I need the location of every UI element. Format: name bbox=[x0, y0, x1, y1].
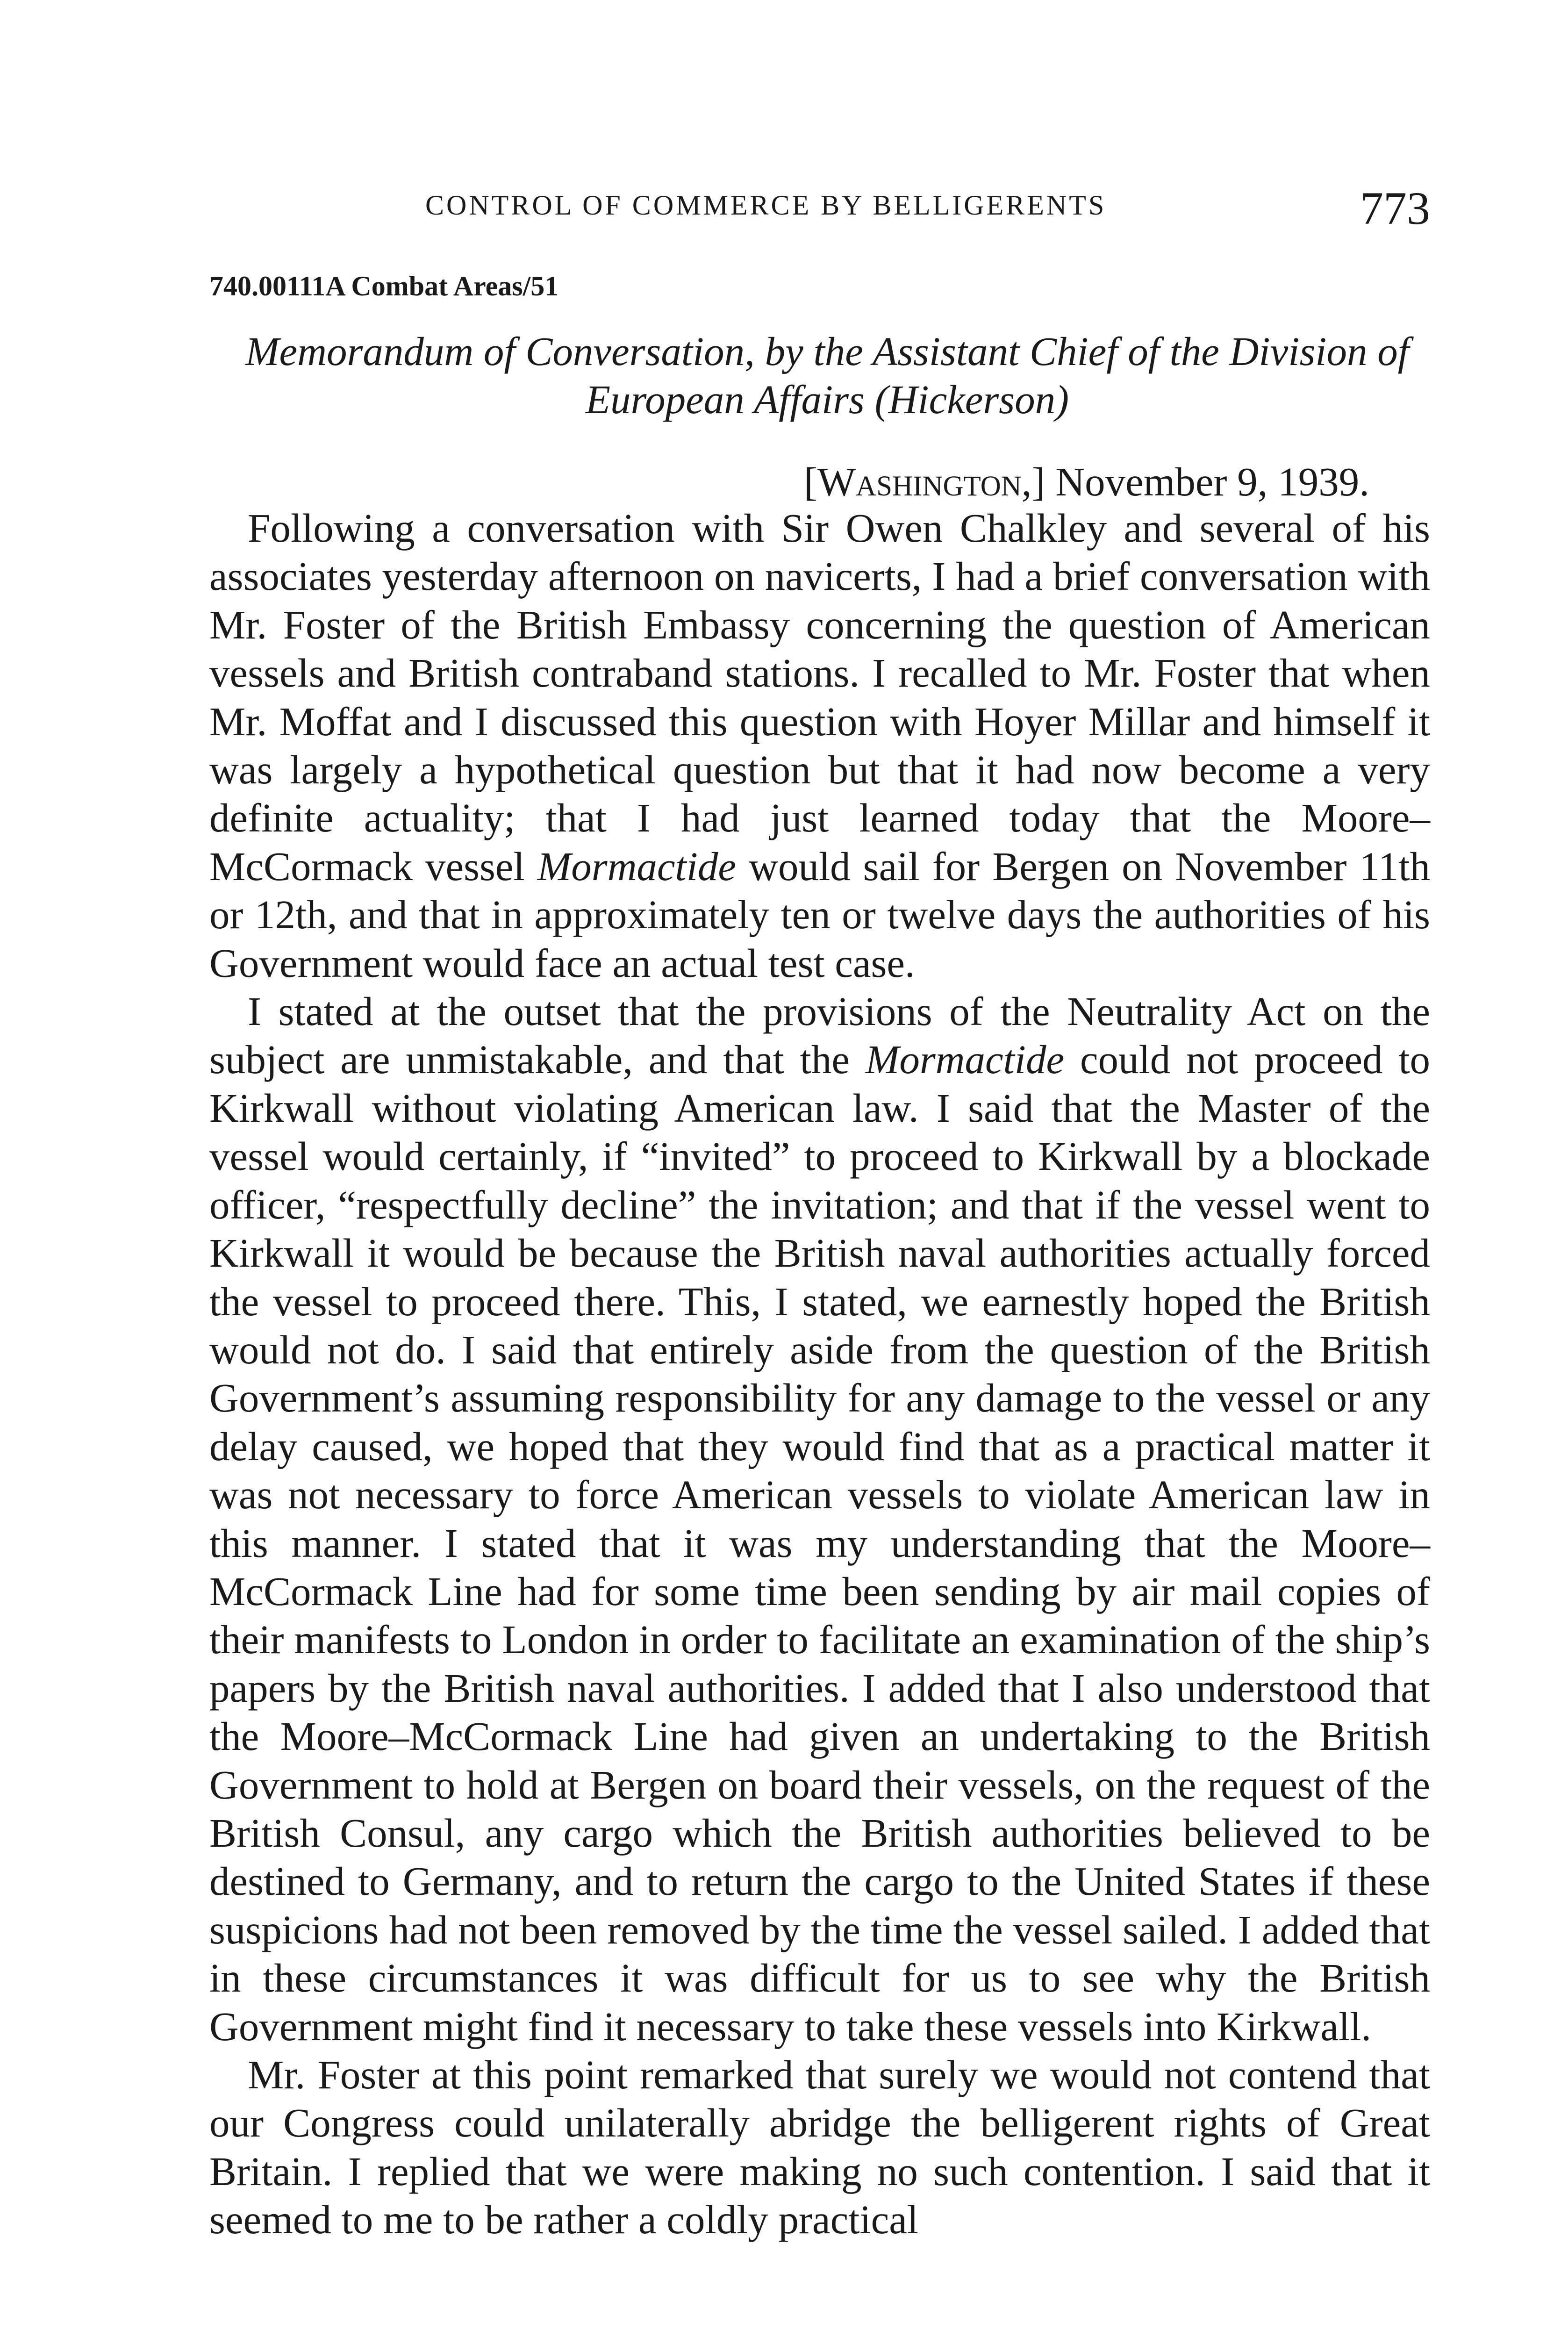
dateline-place: [Washington,] bbox=[804, 459, 1045, 504]
vessel-name-mormactide: Mormactide bbox=[865, 1037, 1065, 1082]
paragraph-2-part-1: I stated at the outset that the provisions of the Neutrality Act on the subject are unmistakable, and that the bbox=[209, 989, 1430, 1082]
paragraph-2 bbox=[209, 987, 1430, 2050]
document-title: Memorandum of Conversation, by the Assistant Chief of the Division of European Affairs (Hickerson) bbox=[245, 329, 1409, 422]
paragraph-1 bbox=[209, 504, 1430, 987]
paragraph-1-part-1: Following a conversation with Sir Owen Chalkley and several of his associates yesterday afternoon on navicerts, I had a brief conversation with Mr. Foster of the British Embassy concerning the question of American vessels and British contraband stations. I recalled to Mr. Foster that when Mr. Moffat and I discussed this question with Hoyer Millar and himself it was largely a hypothetical question but that it had now become a very definite actuality; that I had just learned today that the Moore–McCormack vessel bbox=[209, 505, 1430, 889]
file-reference: 740.00111A Combat Areas/51 bbox=[209, 271, 559, 301]
body-text bbox=[209, 504, 1430, 2244]
paragraph-3-part-1: Mr. Foster at this point remarked that surely we would not contend that our Congress could unilaterally abridge the belligerent rights of Great Britain. I replied that we were making no such contention. I said that it seemed to me to be rather a coldly practical bbox=[209, 2052, 1430, 2243]
page-number: 773 bbox=[1360, 182, 1430, 234]
dateline-date: November 9, 1939. bbox=[1055, 459, 1369, 504]
running-head: CONTROL OF COMMERCE BY BELLIGERENTS bbox=[425, 190, 1107, 221]
vessel-name-mormactide: Mormactide bbox=[537, 843, 736, 889]
paragraph-3 bbox=[209, 2050, 1430, 2244]
dateline bbox=[804, 458, 1369, 505]
paragraph-1-part-3: would sail for Bergen on November 11th or 12th, and that in approximately ten or twelve days the authorities of his Government would face an actual test case. bbox=[209, 843, 1430, 986]
paragraph-2-part-3: could not proceed to Kirkwall without violating American law. I said that the Master of the vessel would certainly, if “invited” to proceed to Kirkwall by a blockade officer, “respectfully decline” the invitation; and that if the vessel went to Kirkwall it would be because the British naval authorities actually forced the vessel to proceed there. This, I stated, we earnestly hoped the British would not do. I said that entirely aside from the question of the British Government’s assuming responsibility for any damage to the vessel or any delay caused, we hoped that they would find that as a practical matter it was not necessary to force American vessels to violate American law in this manner. I stated that it was my understanding that the Moore–McCormack Line had for some time been sending by air mail copies of their manifests to London in order to facilitate an examination of the ship’s papers by the British naval authorities. I added that I also understood that the Moore–McCormack Line had given an undertaking to the British Government to hold at Bergen on board their vessels, on the request of the British Consul, any cargo which the British authorities believed to be destined to Germany, and to return the cargo to the United States if these suspicions had not been removed by the time the vessel sailed. I added that in these circumstances it was difficult for us to see why the British Government might find it necessary to take these vessels into Kirkwall. bbox=[209, 1037, 1430, 2049]
